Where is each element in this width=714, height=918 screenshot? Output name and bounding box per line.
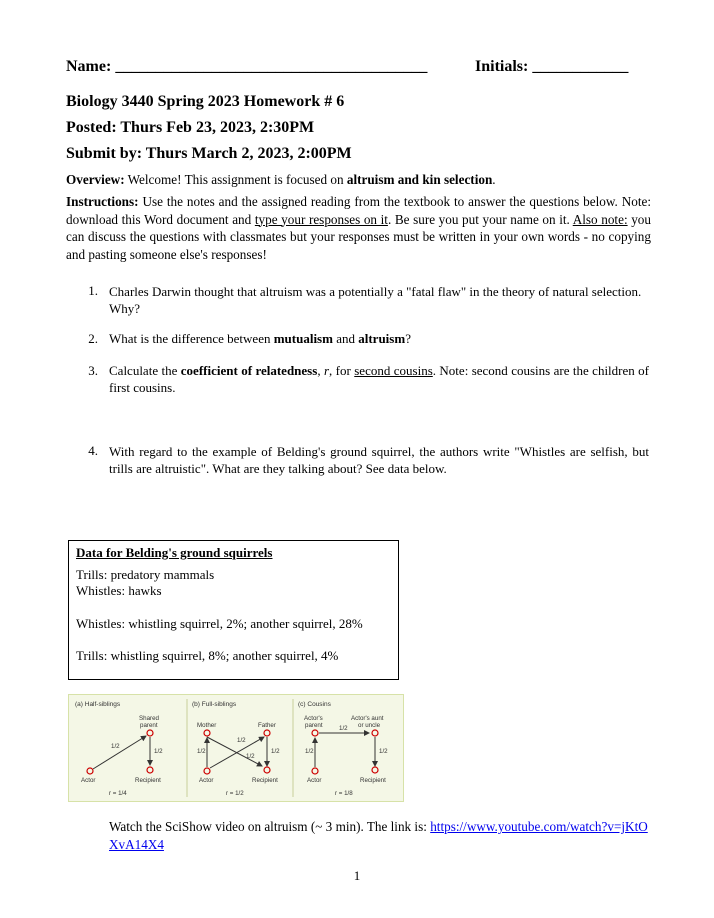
- instructions-text-2: . Be sure you put your name on it.: [387, 211, 573, 227]
- actor-node-b: [204, 768, 210, 774]
- aunt-uncle-label-1: Actor's aunt: [351, 715, 384, 722]
- recipient-node-c: [372, 767, 378, 773]
- recipient-label-c: Recipient: [360, 777, 386, 784]
- panel-b-half-3: 1/2: [246, 753, 255, 760]
- father-node: [264, 730, 270, 736]
- question-3-part: Calculate the: [109, 363, 181, 378]
- shared-parent-label-1: Shared: [139, 715, 159, 722]
- page-number: 1: [353, 868, 361, 883]
- r-value-c: r = 1/8: [335, 790, 353, 797]
- question-1-text: Charles Darwin thought that altruism was a potentially a "fatal flaw" in the theory of natural selection. Why?: [109, 284, 642, 316]
- data-line-whistles-percent: Whistles: whistling squirrel, 2%; another squirrel, 28%: [76, 615, 363, 631]
- panel-c-half-3: 1/2: [379, 748, 388, 755]
- overview-paragraph: [66, 171, 651, 189]
- aunt-uncle-label-2: or uncle: [358, 722, 381, 729]
- name-label: Name:: [66, 58, 112, 75]
- overview-end: .: [492, 172, 496, 187]
- r-value-a: r = 1/4: [109, 790, 127, 797]
- overview-label: Overview:: [66, 172, 125, 187]
- mother-node: [204, 730, 210, 736]
- actor-label-a: Actor: [81, 777, 96, 784]
- posted-date: Posted: Thurs Feb 23, 2023, 2:30PM: [66, 119, 315, 136]
- actor-label-c: Actor: [307, 777, 322, 784]
- data-line-trills-target: Trills: predatory mammals: [76, 566, 215, 582]
- recipient-node-a: [147, 767, 153, 773]
- panel-c-label: (c) Cousins: [298, 701, 331, 708]
- data-box: [68, 540, 399, 680]
- panel-b-half-2: 1/2: [237, 737, 246, 744]
- question-3-number: 3.: [88, 363, 98, 378]
- video-link[interactable]: https://www.youtube.com/watch?v=jKtOXvA14X4: [109, 819, 648, 852]
- video-paragraph: [109, 818, 654, 853]
- instructions-label: Instructions:: [66, 194, 139, 209]
- initials-line: ____________: [532, 58, 629, 75]
- question-3-part: ,: [317, 363, 324, 378]
- relatedness-diagram: [69, 695, 403, 801]
- recipient-label-b: Recipient: [252, 777, 278, 784]
- instructions-paragraph: [66, 193, 651, 263]
- name-line: _______________________________________: [115, 58, 428, 75]
- actors-parent-label-1: Actor's: [304, 715, 323, 722]
- actors-parent-label-2: parent: [305, 722, 323, 729]
- data-box-title: Data for Belding's ground squirrels: [76, 545, 273, 560]
- instructions-text-1: Use the notes and the assigned reading from the textbook to answer the questions below. Note: download this Word document and: [66, 194, 651, 227]
- question-2-number: 2.: [88, 331, 98, 346]
- data-line-whistles-target: Whistles: hawks: [76, 583, 162, 598]
- name-field: [66, 58, 427, 76]
- question-4-number: 4.: [88, 443, 98, 458]
- actor-label-b: Actor: [199, 777, 214, 784]
- question-3-part: . Note: second cousins are the children of first cousins.: [109, 363, 649, 395]
- actor-node-a: [87, 768, 93, 774]
- question-1-number: 1.: [88, 283, 98, 298]
- question-3-r: r: [323, 363, 330, 378]
- data-line-trills-percent: Trills: whistling squirrel, 8%; another squirrel, 4%: [76, 648, 339, 663]
- r-value-b: r = 1/2: [226, 790, 244, 797]
- question-2-part: and: [332, 331, 359, 346]
- question-2-mutualism: mutualism: [273, 331, 333, 346]
- actors-parent-node: [312, 730, 318, 736]
- course-title: Biology 3440 Spring 2023 Homework # 6: [66, 93, 345, 110]
- actor-node-c: [312, 768, 318, 774]
- panel-a-half-2: 1/2: [154, 748, 163, 755]
- panel-b-half-4: 1/2: [271, 748, 280, 755]
- overview-topic: altruism and kin selection: [346, 172, 493, 187]
- overview-text: Welcome! This assignment is focused on: [124, 172, 347, 187]
- question-2-part: ?: [405, 331, 411, 346]
- shared-parent-node: [147, 730, 153, 736]
- question-3-second-cousins: second cousins: [354, 363, 433, 378]
- panel-c-half-2: 1/2: [305, 748, 314, 755]
- panel-c-half-1: 1/2: [339, 725, 348, 732]
- recipient-label-a: Recipient: [135, 777, 161, 784]
- question-3-part: , for: [329, 363, 355, 378]
- aunt-uncle-node: [372, 730, 378, 736]
- panel-b-label: (b) Full-siblings: [192, 701, 237, 708]
- panel-a-half-1: 1/2: [111, 743, 120, 750]
- initials-label: Initials:: [475, 58, 529, 75]
- shared-parent-label-2: parent: [140, 722, 158, 729]
- initials-field: [475, 58, 628, 76]
- instructions-underline-2: Also note:: [572, 211, 628, 227]
- instructions-underline-1: type your responses on it: [254, 211, 388, 227]
- relatedness-figure: [68, 694, 404, 802]
- father-label: Father: [258, 722, 276, 729]
- mother-label: Mother: [197, 722, 217, 729]
- question-3-text: [109, 362, 649, 396]
- video-text: Watch the SciShow video on altruism (~ 3 min). The link is:: [109, 819, 431, 834]
- question-2-part: What is the difference between: [109, 331, 274, 346]
- question-2-altruism: altruism: [358, 331, 406, 346]
- submit-date: Submit by: Thurs March 2, 2023, 2:00PM: [66, 145, 352, 162]
- instructions-text-3: you can discuss the questions with classmates but your responses must be written in your own words - no copying and pasting someone else's responses!: [66, 211, 651, 262]
- question-3-coefficient: coefficient of relatedness: [180, 363, 318, 378]
- panel-a-label: (a) Half-siblings: [75, 701, 121, 708]
- panel-b-half-1: 1/2: [197, 748, 206, 755]
- recipient-node-b: [264, 767, 270, 773]
- question-2-text: [109, 330, 649, 347]
- question-4-text: With regard to the example of Belding's ground squirrel, the authors write "Whistles are selfish, but trills are altruistic". What are they talking about? See data below.: [109, 444, 649, 476]
